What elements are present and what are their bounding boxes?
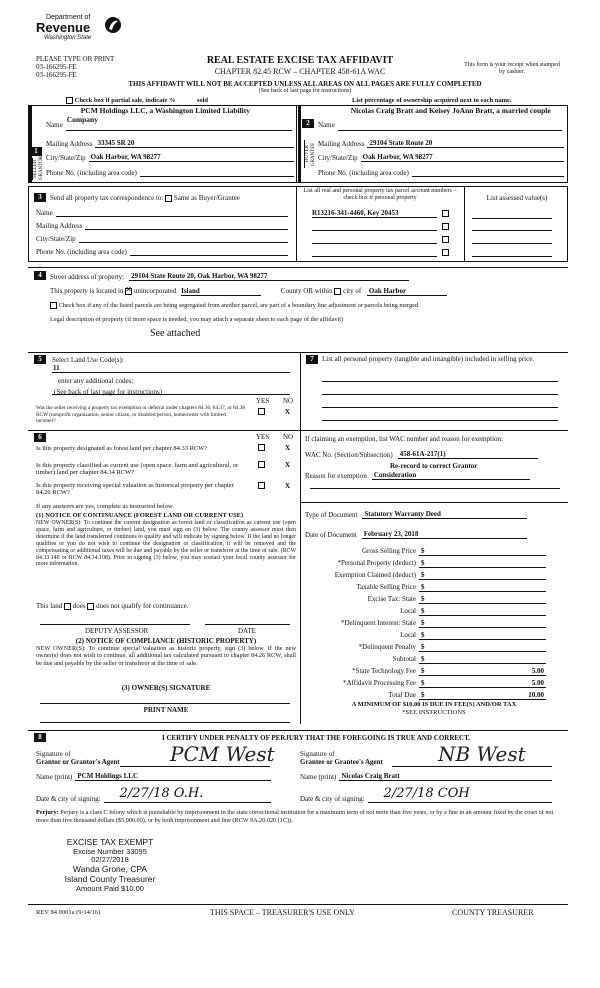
amount-label: Local: [400, 607, 416, 615]
located-label: This property is located in: [50, 287, 124, 295]
seller-tab: SELLER GRANTOR: [33, 155, 44, 180]
amount-row: [305, 667, 546, 676]
personal-property-line-3[interactable]: [322, 407, 558, 408]
wac-row: [305, 450, 560, 459]
agency-line1: Department of: [46, 14, 91, 21]
amount-label: *Delinquent Penalty: [358, 643, 416, 651]
city-name[interactable]: Oak Harbor: [367, 287, 447, 296]
amount-value: 10.00: [528, 691, 544, 699]
divider: [298, 105, 301, 183]
seller-name-row: [46, 107, 294, 129]
seller-phone-value[interactable]: [140, 168, 294, 177]
does-checkbox[interactable]: [64, 603, 71, 610]
seller-phone-label: Phone No. (including area code): [46, 168, 137, 177]
grantee-sig-label-1: Signature of: [300, 750, 335, 758]
current-use-question: Is this property classified as current use (open space, farm and agricultural, or timber) land per chapter 84.34 RCW?: [36, 462, 239, 477]
grantee-date-label: Date & city of signing:: [300, 794, 365, 803]
county-name[interactable]: Island: [181, 287, 261, 296]
located-row: [50, 287, 447, 296]
grantor-name-value[interactable]: PCM Holdings LLC: [75, 772, 271, 781]
buyer-name-label: Name: [318, 121, 335, 129]
corr-name-value[interactable]: [56, 208, 288, 217]
certify-statement: I CERTIFY UNDER PENALTY OF PERJURY THAT THE FOREGOING IS TRUE AND CORRECT.: [161, 734, 470, 742]
land-use-code[interactable]: 11: [52, 364, 290, 373]
parcel-3-checkbox[interactable]: [442, 236, 449, 243]
notice2-body: NEW OWNER(S): To continue special valuation as historic property, sign (3) below. If the new owner(s) does not wish to continue, all additional tax calculated pursuant to chapter 84.26 RCW, shall be due and payable by the seller or transferor at the time of sale.: [36, 645, 296, 667]
deputy-line[interactable]: [40, 624, 190, 625]
notice2-title: (2) NOTICE OF COMPLIANCE (HISTORIC PROPERTY): [75, 637, 257, 645]
wac-label: WAC No. (Section/Subsection): [305, 451, 393, 459]
deputy-date-label: DATE: [238, 627, 256, 635]
exemption-yes-checkbox[interactable]: [258, 408, 265, 415]
stamp-line-6: Amount Paid $10.00: [76, 883, 144, 893]
assessed-2[interactable]: [472, 230, 552, 231]
corr-name-row: [36, 208, 288, 217]
section-1-number: 1: [30, 147, 42, 156]
city-of-label: city of: [343, 287, 362, 295]
current-use-yes-checkbox[interactable]: [258, 461, 265, 468]
additional-codes-label: enter any additional codes:: [58, 377, 134, 385]
amount-row: [305, 559, 546, 568]
no-header-5: NO: [283, 397, 294, 405]
section-4-number: 4: [34, 271, 46, 280]
stamp-line-4: Wanda Grone, CPA: [72, 864, 148, 875]
see-instructions: *SEE INSTRUCTIONS: [402, 709, 466, 716]
grantee-signature: NB West: [438, 742, 526, 766]
grantee-sig-line[interactable]: [392, 766, 552, 767]
corr-city-value[interactable]: [79, 234, 288, 243]
amount-row: [305, 691, 546, 700]
warning-text: THIS AFFIDAVIT WILL NOT BE ACCEPTED UNLESS ALL AREAS ON ALL PAGES ARE FULLY COMPLETED: [128, 80, 482, 88]
grantor-sig-label-1: Signature of: [36, 750, 71, 758]
divider: [28, 430, 300, 431]
back-note: (See back of last page for instructions): [258, 88, 352, 94]
amount-label: *Affidavit Processing Fee: [343, 679, 416, 687]
personal-property-line-1[interactable]: [322, 381, 558, 382]
amount-label: Local: [400, 631, 416, 639]
notice1-title: (1) NOTICE OF CONTINUANCE (FOREST LAND OR CURRENT USE): [36, 512, 244, 519]
owner-signature-line[interactable]: [40, 703, 290, 704]
doc-type-row: [305, 510, 560, 519]
reason-row: [305, 471, 560, 480]
buyer-phone-row: [318, 168, 564, 177]
buyer-tab: BUYER GRANTEE: [304, 140, 314, 168]
currency-symbol: $: [421, 667, 425, 675]
seller-mailing-label: Mailing Address: [46, 139, 93, 148]
perjury-label: Perjury:: [36, 809, 59, 816]
answers-note: If any answers are yes, complete as instructed below.: [36, 503, 174, 510]
amount-label: Subtotal: [392, 655, 416, 663]
amount-row: [305, 595, 546, 604]
buyer-mailing-row: [318, 139, 564, 148]
grantor-name-label: Name (print): [36, 772, 73, 781]
segregated-row: [50, 302, 420, 309]
reason-extra-line[interactable]: [310, 488, 560, 489]
forest-yes-checkbox[interactable]: [258, 444, 265, 451]
grantor-date-value[interactable]: 2/27/18 O.H.: [104, 787, 271, 803]
divider: [300, 430, 568, 431]
corr-city-label: City/State/Zip: [36, 234, 76, 243]
amount-row: [305, 631, 546, 640]
partial-sale-checkbox[interactable]: [66, 97, 73, 104]
segregated-note: Check box if any of the listed parcels are being segregated from another parcel, are part of a boundary line adjustment or parcels being merged.: [58, 302, 420, 309]
historic-yes-checkbox[interactable]: [258, 482, 265, 489]
amount-value-field[interactable]: [419, 607, 546, 616]
amount-label: *State Technology Fee: [352, 667, 416, 675]
owner-signature-label: (3) OWNER(S) SIGNATURE: [121, 684, 211, 692]
currency-symbol: $: [421, 643, 425, 651]
footer-rule: [28, 904, 568, 905]
stamp-line-5: Island County Treasurer: [64, 873, 156, 884]
agency-line3: Washington State: [44, 35, 92, 41]
currency-symbol: $: [421, 595, 425, 603]
doc-type-label: Type of Document: [305, 511, 358, 519]
divider: [464, 186, 465, 262]
amount-value: 5.00: [531, 667, 544, 675]
form-code-2: 03-166295-FE: [36, 71, 77, 79]
amount-value-field[interactable]: [419, 571, 546, 580]
notice1-body: NEW OWNER(S): To continue the current designation as forest land or classification as current use (open space, farm and agriculture, or timber) land, you must sign on (3) below. The county assessor must then determine if the land transferred continues to qualify and will indicate by signing below. If the land no longer qualifies or you do not wish to continue the designation or classification, it will be removed and the compensating or additional taxes will be due and payable by the seller or transferor at the time of sale. (RCW 84.33.140 or RCW 84.34.108). Prior to signing (3) below, you may contact your local county assessor for more information.: [36, 520, 296, 568]
corr-mailing-label: Mailing Address: [36, 221, 83, 230]
buyer-city-row: [318, 153, 564, 162]
rule: [338, 130, 562, 131]
deputy-label: DEPUTY ASSESSOR: [85, 627, 149, 635]
street-label: Street address of property:: [50, 273, 125, 281]
amount-row: [305, 547, 546, 556]
currency-symbol: $: [421, 547, 425, 555]
stamp-line-1: EXCISE TAX EXEMPT: [66, 837, 154, 847]
dor-logo: [36, 14, 126, 54]
seller-mailing-value[interactable]: 33345 SR 20: [95, 139, 294, 148]
seller-name-value[interactable]: PCM Holdings LLC, a Washington Limited Liability Company: [66, 106, 250, 124]
doc-date-value[interactable]: February 23, 2018: [362, 530, 527, 539]
personal-property-line-4[interactable]: [322, 420, 558, 421]
seller-mailing-row: [46, 139, 294, 148]
amount-row: [305, 655, 546, 664]
currency-symbol: $: [421, 571, 425, 579]
buyer-phone-value[interactable]: [412, 168, 564, 177]
seller-city-label: City/State/Zip: [46, 153, 86, 162]
amount-row: [305, 607, 546, 616]
minimum-note: A MINIMUM OF $10.00 IS DUE IN FEE(S) AND/OR TAX: [351, 701, 517, 708]
wac-value[interactable]: 458-61A-217(1): [398, 450, 538, 459]
divider: [296, 105, 297, 183]
city-checkbox[interactable]: [334, 288, 341, 295]
forest-question: Is this property designated as forest land per chapter 84.33 RCW?: [36, 445, 208, 452]
divider: [300, 502, 568, 503]
currency-symbol: $: [421, 691, 425, 699]
exemption-no-mark[interactable]: X: [285, 408, 291, 416]
parcel-3[interactable]: [312, 243, 437, 244]
partial-sale-label: Check box if partial sale, indicate %: [74, 97, 176, 104]
personal-property-label: List all personal property (tangible and intangible) included in selling price.: [322, 355, 535, 363]
buyer-city-value[interactable]: Oak Harbor, WA 98277: [361, 153, 564, 162]
amount-label: Exemption Claimed (deduct): [334, 571, 416, 579]
unincorporated-checkbox[interactable]: [125, 288, 132, 295]
amount-label: Excise Tax: State: [367, 595, 416, 603]
no-header-6: NO: [283, 433, 294, 441]
grantor-signature: PCM West: [170, 742, 275, 766]
corr-mailing-value[interactable]: [85, 221, 288, 230]
corr-phone-label: Phone No. (including area code): [36, 247, 127, 256]
grantor-name-row: [36, 772, 271, 781]
corr-city-row: [36, 234, 288, 243]
amount-value-field[interactable]: [419, 583, 546, 592]
street-value[interactable]: 29104 State Route 20, Oak Harbor, WA 98277: [129, 272, 409, 281]
same-as-buyer-label: Same as Buyer/Grantee: [173, 194, 240, 202]
rule: [66, 130, 292, 131]
corr-mailing-row: [36, 221, 288, 230]
grantee-name-row: [300, 772, 552, 781]
amount-value-field[interactable]: [419, 631, 546, 640]
parcel-4[interactable]: [312, 256, 437, 257]
currency-symbol: $: [421, 655, 425, 663]
continuance-row: [36, 602, 188, 610]
section-2-number: 2: [302, 119, 314, 128]
buyer-mailing-value[interactable]: 29104 State Route 20: [367, 139, 564, 148]
this-land-label: This land: [36, 602, 63, 610]
forest-no-mark[interactable]: X: [285, 444, 291, 452]
form-title: REAL ESTATE EXCISE TAX AFFIDAVIT: [206, 55, 394, 66]
does-not-checkbox[interactable]: [87, 603, 94, 610]
amount-value-field[interactable]: [419, 667, 546, 676]
print-name-label: PRINT NAME: [143, 706, 189, 714]
amount-value-field[interactable]: [419, 547, 546, 556]
amount-row: [305, 571, 546, 580]
dor-logo-icon: [104, 16, 122, 34]
grantee-name-label: Name (print): [300, 772, 337, 781]
grantee-name-value[interactable]: Nicolas Craig Bratt: [339, 772, 552, 781]
divider: [296, 186, 297, 262]
ownership-note: List percentage of ownership acquired next to each name.: [352, 97, 512, 104]
perjury-text: Perjury is a class C felony which is punishable by imprisonment in the state correctional institution for a maximum term of not more than five years, or by a fine in an amount fixed by the court of not more than five thousand dollars ($5,000.00), or by both imprisonment and fine (RCW 9A.20.020 (1C)).: [36, 809, 554, 824]
assessed-1[interactable]: [472, 218, 552, 219]
corr-name-label: Name: [36, 208, 53, 217]
amount-value: 5.00: [531, 679, 544, 687]
agency-line2: Revenue: [36, 20, 91, 35]
county-label: County OR within: [280, 287, 333, 295]
type-note: PLEASE TYPE OR PRINT: [36, 55, 115, 63]
section-3-number: 3: [34, 193, 46, 202]
amount-label: *Delinquent Interest: State: [340, 619, 416, 627]
reason-line-1[interactable]: Re-record to correct Grantor: [390, 462, 478, 470]
doc-date-label: Date of Document: [305, 531, 357, 539]
parcel-1[interactable]: R13216-341-4460, Key 20453: [312, 209, 437, 218]
yes-header-5: YES: [256, 397, 270, 405]
grantor-sig-label-2: Grantor or Grantor's Agent: [36, 758, 120, 766]
grantee-date-value[interactable]: 2/27/18 COH: [368, 787, 552, 803]
section-6-number: 6: [34, 433, 46, 442]
does-label: does: [72, 602, 86, 610]
grantee-date-row: [300, 787, 552, 803]
grantor-date-row: [36, 787, 271, 803]
currency-symbol: $: [421, 607, 425, 615]
doc-date-row: [305, 530, 560, 539]
amount-row: [305, 679, 546, 688]
amount-value-field[interactable]: [419, 619, 546, 628]
corr-phone-value[interactable]: [130, 247, 288, 256]
buyer-city-label: City/State/Zip: [318, 153, 358, 162]
amount-label: Gross Selling Price: [361, 547, 416, 555]
amount-row: [305, 619, 546, 628]
amount-label: *Personal Property (deduct): [337, 559, 416, 567]
exemption-question: Was the seller receiving a property tax exemption or deferral under chapters 84.36, 84.37, or 84.38 RCW (nonprofit organization, senior citizen, or disabled person, homeowner with limited income)?: [36, 405, 246, 425]
correspondence-label: Send all property tax correspondence to:: [50, 194, 164, 202]
reason-label: Reason for exemption: [305, 472, 367, 480]
current-use-no-mark[interactable]: X: [285, 461, 291, 469]
currency-symbol: $: [421, 583, 425, 591]
section-7-number: 7: [306, 355, 318, 364]
correspondence-row: [50, 194, 240, 202]
county-treasurer: COUNTY TREASURER: [452, 908, 534, 917]
amount-label: Total Due: [388, 691, 416, 699]
amount-value-field[interactable]: [419, 643, 546, 652]
assessed-4[interactable]: [472, 256, 552, 257]
amount-value-field[interactable]: [419, 595, 546, 604]
parcel-4-checkbox[interactable]: [442, 249, 449, 256]
same-as-buyer-checkbox[interactable]: [165, 195, 172, 202]
amount-value-field[interactable]: [419, 655, 546, 664]
partial-sale-row: [66, 97, 208, 104]
corr-phone-row: [36, 247, 288, 256]
seller-city-value[interactable]: Oak Harbor, WA 98277: [89, 153, 294, 162]
historic-no-mark[interactable]: X: [285, 482, 291, 490]
reason-line-2[interactable]: Consideration: [372, 471, 530, 480]
buyer-phone-label: Phone No. (including area code): [318, 168, 409, 177]
perjury-note: [36, 809, 560, 825]
form-subtitle: CHAPTER 82.45 RCW – CHAPTER 458-61A WAC: [214, 67, 386, 76]
sold-label: sold: [196, 97, 209, 104]
grantee-sig-label-2: Grantee or Grantee's Agent: [300, 758, 383, 766]
seller-phone-row: [46, 168, 294, 177]
legal-description[interactable]: See attached: [150, 328, 201, 339]
treasurer-stamp: [50, 838, 170, 893]
land-use-label: Select Land Use Code(s):: [52, 356, 124, 364]
grantor-sig-line[interactable]: [120, 766, 270, 767]
amount-row: [305, 643, 546, 652]
unincorporated-label: unincorporated: [133, 287, 177, 295]
divider: [300, 352, 301, 724]
amount-row: [305, 583, 546, 592]
street-row: [50, 272, 530, 281]
assessed-3[interactable]: [472, 243, 552, 244]
section-5-number: 5: [34, 355, 46, 364]
buyer-name-row: [318, 107, 564, 129]
amount-label: Taxable Selling Price: [356, 583, 416, 591]
parcel-1-checkbox[interactable]: [442, 210, 449, 217]
form-code-1: 03-166295-FE: [36, 63, 77, 71]
seller-name-label: Name: [46, 121, 63, 129]
amount-value-field[interactable]: [419, 559, 546, 568]
does-not-label: does not qualify for continuance.: [96, 602, 189, 610]
currency-symbol: $: [421, 619, 425, 627]
personal-property-line-2[interactable]: [322, 394, 558, 395]
stamp-line-3: 02/27/2018: [91, 855, 129, 865]
stamp-line-2: Excise Number 33095: [73, 846, 147, 856]
receipt-note: This form is your receipt when stamped by cashier.: [464, 62, 560, 75]
doc-type-value[interactable]: Statutory Warranty Deed: [362, 510, 527, 519]
currency-symbol: $: [421, 631, 425, 639]
deputy-date-line[interactable]: [205, 624, 290, 625]
amount-value-field[interactable]: [419, 691, 546, 700]
parcel-header: List all real and personal property tax parcel account numbers – check box if personal property: [303, 188, 457, 201]
parcel-2-checkbox[interactable]: [442, 223, 449, 230]
yes-header-6: YES: [256, 433, 270, 441]
exemption-claim-label: If claiming an exemption, list WAC number and reason for exemption:: [305, 435, 503, 443]
land-use-see-back: (See back of last page for instructions): [54, 388, 163, 396]
segregated-checkbox[interactable]: [50, 302, 57, 309]
legal-label: Legal description of property (if more space is needed, you may attach a separate sheet to each page of the affidavit): [50, 316, 344, 323]
amount-value-field[interactable]: [419, 679, 546, 688]
seller-city-row: [46, 153, 294, 162]
section-8-number: 8: [34, 733, 46, 742]
buyer-mailing-label: Mailing Address: [318, 139, 365, 148]
rev-code: REV 84 0001a (9/14/16): [36, 909, 101, 916]
currency-symbol: $: [421, 559, 425, 567]
assessed-header: List assessed value(s): [486, 194, 548, 202]
currency-symbol: $: [421, 679, 425, 687]
parcel-2[interactable]: [312, 230, 437, 231]
grantor-date-label: Date & city of signing:: [36, 794, 101, 803]
historic-question: Is this property receiving special valuation as historical property per chapter 84.26 RCW?: [36, 482, 234, 497]
treasurer-space: THIS SPACE – TREASURER'S USE ONLY: [210, 908, 355, 917]
buyer-name-value[interactable]: Nicolas Craig Bratt and Keisey JoAnn Bratt, a married couple: [350, 106, 551, 115]
print-name-line[interactable]: [40, 722, 290, 723]
